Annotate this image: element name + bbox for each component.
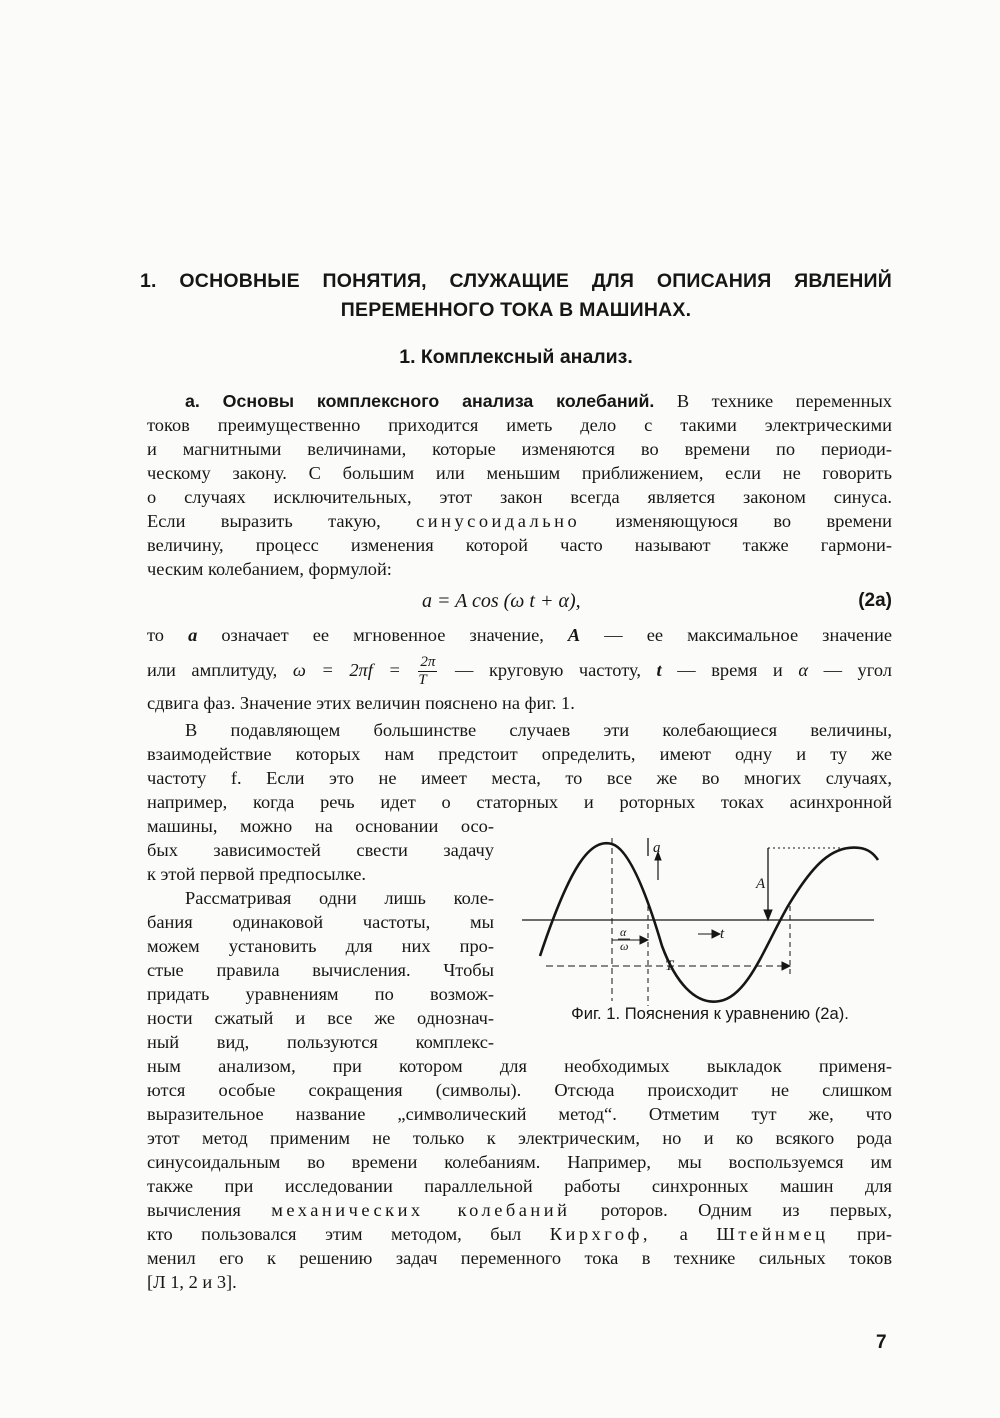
para1-line5: о случаях исключительных, этот закон всегда является законом синуса. xyxy=(147,487,892,507)
para4-line5: придать уравнениям по возмож- xyxy=(147,984,494,1004)
para2-line1: то a означает ее мгновенное значение, A — ее максимальное значение xyxy=(147,625,892,645)
name-kirchhoff: Кирхгоф, xyxy=(549,1224,652,1244)
t-arrow-head xyxy=(712,930,720,938)
chapter-title-line1: 1. ОСНОВНЫЕ ПОНЯТИЯ, СЛУЖАЩИЕ ДЛЯ ОПИСАНИЯ ЯВЛЕНИЙ xyxy=(140,270,892,292)
para4-line16: менил его к решению задач переменного тока в технике сильных токов xyxy=(147,1248,892,1268)
para4-line3: можем установить для них про- xyxy=(147,936,494,956)
spaced-phrase: механических колебаний xyxy=(271,1200,571,1220)
para4-line9: ются особые сокращения (символы). Отсюда происходит не слишком xyxy=(147,1080,892,1100)
fraction: $\frac{2\pi}{T}$ xyxy=(418,654,436,689)
equation-2a: a = A cos (ω t + α), xyxy=(422,590,581,612)
para3-line7: к этой первой предпосылке. xyxy=(147,864,366,884)
para1-line1: а. Основы комплексного анализа колебаний. В технике переменных xyxy=(185,391,892,411)
para2-line3: сдвига фаз. Значение этих величин пояснено на фиг. 1. xyxy=(147,693,575,713)
para4-line13: также при исследовании параллельной работы синхронных машин для xyxy=(147,1176,892,1196)
amplitude-arrow-head xyxy=(764,910,772,920)
phase-arrow-head xyxy=(640,936,648,944)
label-omega: ω xyxy=(620,939,629,953)
para4-line17: [Л 1, 2 и 3]. xyxy=(147,1272,237,1292)
para3-line4: например, когда речь идет о статорных и роторных токах асинхронной xyxy=(147,792,892,812)
sine-curve xyxy=(540,843,878,1001)
runin-heading: а. Основы комплексного анализа колебаний. xyxy=(185,391,655,411)
para1-line6: Если выразить такую, синусоидально изменяющуюся во времени xyxy=(147,511,892,531)
para4-line4: стые правила вычисления. Чтобы xyxy=(147,960,494,980)
para3-line3: частоту f. Если это не имеет места, то все же во многих случаях, xyxy=(147,768,892,788)
para3-line1: В подавляющем большинстве случаев эти колебающиеся величины, xyxy=(185,720,892,740)
para4-line1: Рассматривая одни лишь коле- xyxy=(185,888,494,908)
para4-line11: этот метод применим не только к электрическим, но и ко всякого рода xyxy=(147,1128,892,1148)
period-arrow-head-right xyxy=(782,962,790,970)
para4-line15: кто пользовался этим методом, был Кирхгоф, а Штейнмец при- xyxy=(147,1224,892,1244)
section-title: 1. Комплексный анализ. xyxy=(399,346,633,368)
sine-wave-figure xyxy=(520,826,888,1006)
para4-line10: выразительное название „символический метод“. Отметим тут же, что xyxy=(147,1104,892,1124)
spaced-word: синусоидально xyxy=(416,511,581,531)
para1-line8: ческим колебанием, формулой: xyxy=(147,559,392,579)
para4-line8: ным анализом, при котором для необходимых выкладок применя- xyxy=(147,1056,892,1076)
name-steinmetz: Штейнмец xyxy=(716,1224,829,1244)
label-t: t xyxy=(720,926,725,942)
para4-line2: бания одинаковой частоты, мы xyxy=(147,912,494,932)
label-T: T xyxy=(665,958,674,974)
para4-line6: ности сжатый и все же однознач- xyxy=(147,1008,494,1028)
label-A: A xyxy=(756,876,766,892)
para1-line4: ческому закону. С большим или меньшим приближением, если не говорить xyxy=(147,463,892,483)
para3-line2: взаимодействие которых нам предстоит определить, имеют одну и ту же xyxy=(147,744,892,764)
para2-line2: или амплитуду, ω = 2πf = $\frac{2\pi}{T}$ — круговую частоту, t — время и α — угол xyxy=(147,654,892,689)
equation-number: (2а) xyxy=(858,590,892,611)
para1-line7: величину, процесс изменения которой часто называют также гармони- xyxy=(147,535,892,555)
chapter-title-line2: ПЕРЕМЕННОГО ТОКА В МАШИНАХ. xyxy=(340,299,692,321)
page-number: 7 xyxy=(876,1332,887,1353)
para4-line14: вычисления механических колебаний роторов. Одним из первых, xyxy=(147,1200,892,1220)
para4-line7: ный вид, пользуются комплекс- xyxy=(147,1032,494,1052)
figure-caption: Фиг. 1. Пояснения к уравнению (2а). xyxy=(571,1004,849,1023)
label-alpha: α xyxy=(620,925,627,939)
para1-line3: и магнитными величинами, которые изменяются во времени по периоди- xyxy=(147,439,892,459)
para1-line2: токов преимущественно приходится иметь дело с такими электрическими xyxy=(147,415,892,435)
label-a: a xyxy=(653,840,661,856)
para4-line12: синусоидальным во времени колебаниям. Например, мы воспользуемся им xyxy=(147,1152,892,1172)
para3-line5: машины, можно на основании осо- xyxy=(147,816,494,836)
para3-line6: бых зависимостей свести задачу xyxy=(147,840,494,860)
